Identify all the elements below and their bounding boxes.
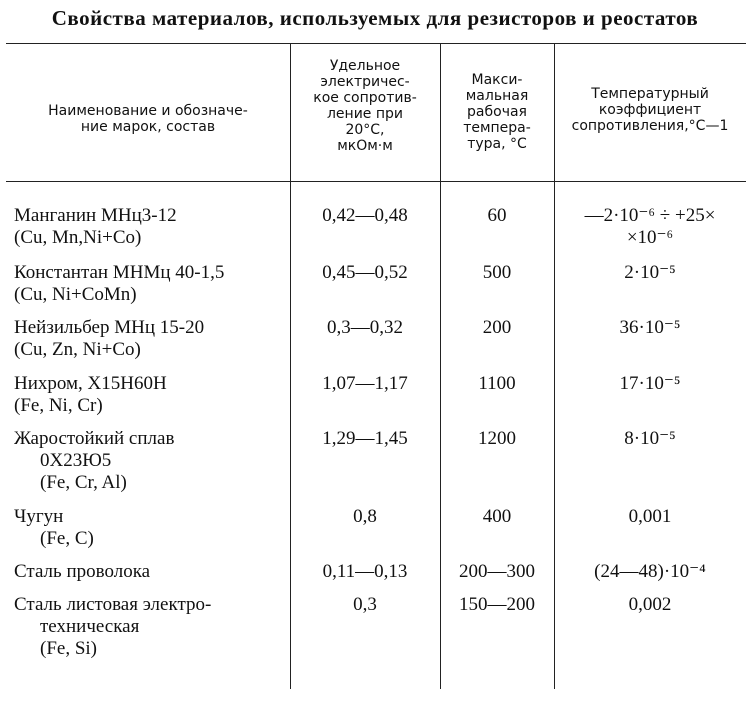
max-temp-value: 500 (482, 262, 512, 283)
material-name: Константан МНМц 40-1,5 (Cu, Ni+CoMn) (14, 262, 225, 305)
temp-coef-value: 2·10⁻⁵ (624, 262, 676, 283)
header-resistivity: Удельное электричес- кое сопротив- ление при 20°С, мкОм·м (313, 58, 417, 154)
resistivity-value: 0,3 (353, 594, 377, 615)
header-max-temp: Макси- мальная рабочая темпера- тура, °С (463, 72, 531, 152)
resistivity-value: 1,07—1,17 (322, 373, 408, 394)
resistivity-value: 0,45—0,52 (322, 262, 408, 283)
resistivity-value: 0,42—0,48 (322, 205, 408, 226)
material-name: Сталь листовая электро- техническая (Fe, Si) (14, 594, 212, 659)
material-name: Нихром, Х15Н60Н (Fe, Ni, Cr) (14, 373, 167, 416)
max-temp-value: 400 (482, 506, 512, 527)
temp-coef-value: 0,001 (628, 506, 672, 527)
table-title: Свойства материалов, используемых для резисторов и реостатов (51, 6, 699, 30)
temp-coef-value: 17·10⁻⁵ (619, 373, 681, 394)
max-temp-value: 1200 (478, 428, 516, 449)
max-temp-value: 1100 (478, 373, 516, 394)
material-name: Манганин МНц3-12 (Cu, Mn,Ni+Co) (14, 205, 177, 248)
material-name: Сталь проволока (14, 561, 151, 582)
column-divider (554, 44, 555, 689)
temp-coef-value: —2·10⁻⁶ ÷ +25× ×10⁻⁶ (584, 205, 716, 248)
max-temp-value: 200 (482, 317, 512, 338)
temp-coef-value: (24—48)·10⁻⁴ (594, 561, 706, 582)
temp-coef-value: 8·10⁻⁵ (624, 428, 676, 449)
material-name: Чугун (Fe, C) (14, 506, 94, 549)
header-temp-coef: Температурный коэффициент сопротивления,°С—1 (571, 86, 729, 134)
max-temp-value: 200—300 (459, 561, 535, 582)
max-temp-value: 150—200 (459, 594, 535, 615)
header-top-rule (6, 43, 746, 44)
temp-coef-value: 0,002 (628, 594, 672, 615)
material-name: Жаростойкий сплав 0Х23Ю5 (Fe, Cr, Al) (14, 428, 175, 493)
resistivity-value: 0,3—0,32 (327, 317, 403, 338)
material-name: Нейзильбер МНц 15-20 (Cu, Zn, Ni+Co) (14, 317, 205, 360)
resistivity-value: 1,29—1,45 (322, 428, 408, 449)
header-name: Наименование и обозначе- ние марок, состав (48, 103, 248, 135)
temp-coef-value: 36·10⁻⁵ (619, 317, 681, 338)
resistivity-value: 0,11—0,13 (322, 561, 408, 582)
resistivity-value: 0,8 (353, 506, 377, 527)
header-bottom-rule (6, 181, 746, 182)
max-temp-value: 60 (487, 205, 507, 226)
